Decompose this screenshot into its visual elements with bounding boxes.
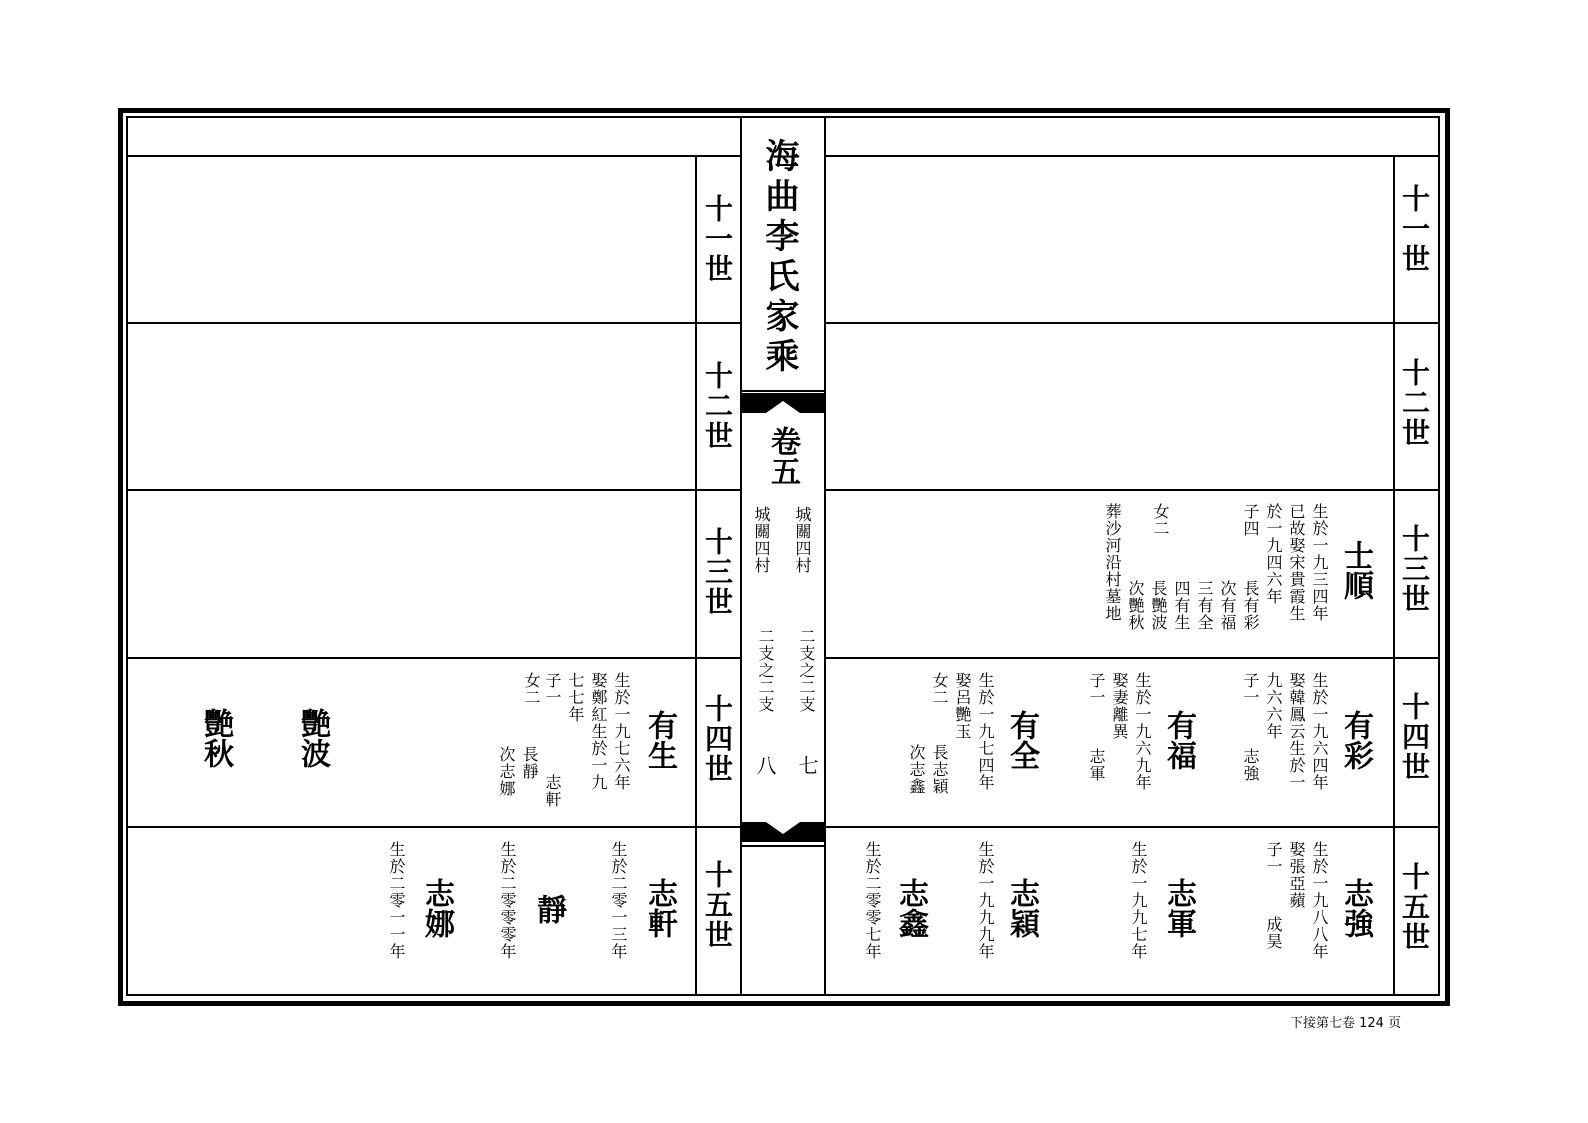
child-entry: 長有彩 (1241, 580, 1260, 631)
child-entry: 四有生 (1172, 580, 1191, 631)
right-location: 城關四村 (793, 506, 812, 574)
child-entry: 志軍 (1087, 748, 1106, 782)
person-detail: 生於二零零零年 (498, 841, 517, 960)
person-name: 志鑫 (893, 878, 928, 938)
child-entry: 次艷秋 (1126, 580, 1145, 631)
child-entry: 志強 (1241, 748, 1260, 782)
row-line (826, 155, 1440, 157)
row-line (126, 826, 740, 828)
book-title: 海曲李氏家乘 (759, 138, 799, 378)
person-detail: 生於一九九七年 (1129, 841, 1148, 960)
person-detail: 子四 (1241, 503, 1260, 537)
person-detail: 七七年 (566, 672, 585, 723)
person-detail: 娶呂艷玉 (953, 672, 972, 740)
gen-label-left: 十四世 (701, 694, 734, 784)
gen-label-left: 十二世 (701, 361, 734, 451)
gen-label-right: 十四世 (1398, 692, 1431, 782)
person-detail: 生於二零一三年 (609, 841, 628, 960)
person-detail: 生於一九三四年 (1310, 503, 1329, 622)
fish-tail-top-ornament (740, 393, 826, 415)
child-entry: 次志鑫 (907, 744, 926, 795)
person-name: 有生 (642, 710, 677, 770)
gen-label-left: 十三世 (701, 527, 734, 617)
person-detail: 生於一九七六年 (612, 672, 631, 791)
person-detail: 生於一九七四年 (976, 672, 995, 791)
spine-line (740, 390, 826, 392)
right-branch: 二支之二支 (797, 628, 816, 713)
gen-label-right: 十二世 (1398, 358, 1431, 448)
person-detail: 子一 (1087, 672, 1106, 706)
person-detail: 娶鄭紅生於一九 (589, 672, 608, 791)
gen-label-left: 十一世 (701, 194, 734, 284)
person-detail: 生於一九八八年 (1310, 841, 1329, 960)
spine-right-border (824, 116, 826, 996)
person-name: 志娜 (419, 878, 454, 938)
person-detail: 子一 (1264, 841, 1283, 875)
row-line (826, 657, 1440, 659)
child-entry: 次志娜 (497, 746, 516, 797)
person-detail: 子一 (543, 672, 562, 706)
person-detail: 生於一九六四年 (1310, 672, 1329, 791)
row-line (826, 489, 1440, 491)
row-line (126, 322, 740, 324)
row-line (826, 322, 1440, 324)
person-name: 志穎 (1004, 878, 1039, 938)
person-name: 有彩 (1338, 710, 1373, 770)
person-name: 有福 (1161, 710, 1196, 770)
person-detail: 已故娶宋貴霞生 (1287, 503, 1306, 622)
person-name: 艷波 (295, 708, 330, 768)
spine-left-border (740, 116, 742, 996)
left-location: 城關四村 (752, 506, 771, 574)
continuation-note: 下接第七卷 124 页 (1290, 1016, 1402, 1031)
right-page-number: 七 (795, 755, 819, 775)
person-detail: 子一 (1241, 672, 1260, 706)
row-line (126, 155, 740, 157)
child-entry: 志軒 (543, 774, 562, 808)
person-detail: 生於一九九九年 (976, 841, 995, 960)
person-name: 靜 (531, 894, 566, 924)
left-branch: 二支之二支 (756, 628, 775, 713)
row-line (126, 657, 740, 659)
person-detail: 生於二零零七年 (863, 841, 882, 960)
volume-label: 卷五 (765, 426, 800, 486)
left-gen-column-border (695, 155, 697, 996)
child-entry: 長艷波 (1149, 580, 1168, 631)
child-entry: 三有全 (1195, 580, 1214, 631)
gen-label-right: 十三世 (1398, 524, 1431, 614)
burial-note: 葬沙河沿村墓地 (1103, 503, 1122, 622)
person-name: 有全 (1004, 710, 1039, 770)
person-name: 艷秋 (198, 708, 233, 768)
person-name: 志強 (1338, 878, 1373, 938)
child-entry: 次有福 (1218, 580, 1237, 631)
daughters-label: 女二 (522, 672, 541, 706)
person-detail: 九六六年 (1264, 672, 1283, 740)
left-page-number: 八 (753, 755, 777, 775)
person-name: 志軒 (642, 878, 677, 938)
daughters-label: 女二 (1151, 503, 1170, 537)
child-entry: 長志穎 (930, 744, 949, 795)
person-name: 士順 (1338, 540, 1373, 600)
person-name: 志軍 (1161, 878, 1196, 938)
person-detail: 女二 (930, 672, 949, 706)
gen-label-right: 十五世 (1398, 862, 1431, 952)
row-line (826, 826, 1440, 828)
person-detail: 娶妻離異 (1110, 672, 1129, 740)
fish-tail-bottom-ornament (740, 822, 826, 848)
person-detail: 娶韓鳳云生於一 (1287, 672, 1306, 791)
right-gen-column-border (1393, 155, 1395, 996)
gen-label-right: 十一世 (1398, 184, 1431, 274)
child-entry: 長靜 (520, 746, 539, 780)
person-detail: 娶張亞蘋 (1287, 841, 1306, 909)
child-entry: 成昊 (1264, 916, 1283, 950)
gen-label-left: 十五世 (701, 860, 734, 950)
person-detail: 生於一九六九年 (1133, 672, 1152, 791)
person-detail: 於一九四六年 (1264, 503, 1283, 605)
row-line (126, 489, 740, 491)
person-detail: 生於二零一一年 (387, 841, 406, 960)
